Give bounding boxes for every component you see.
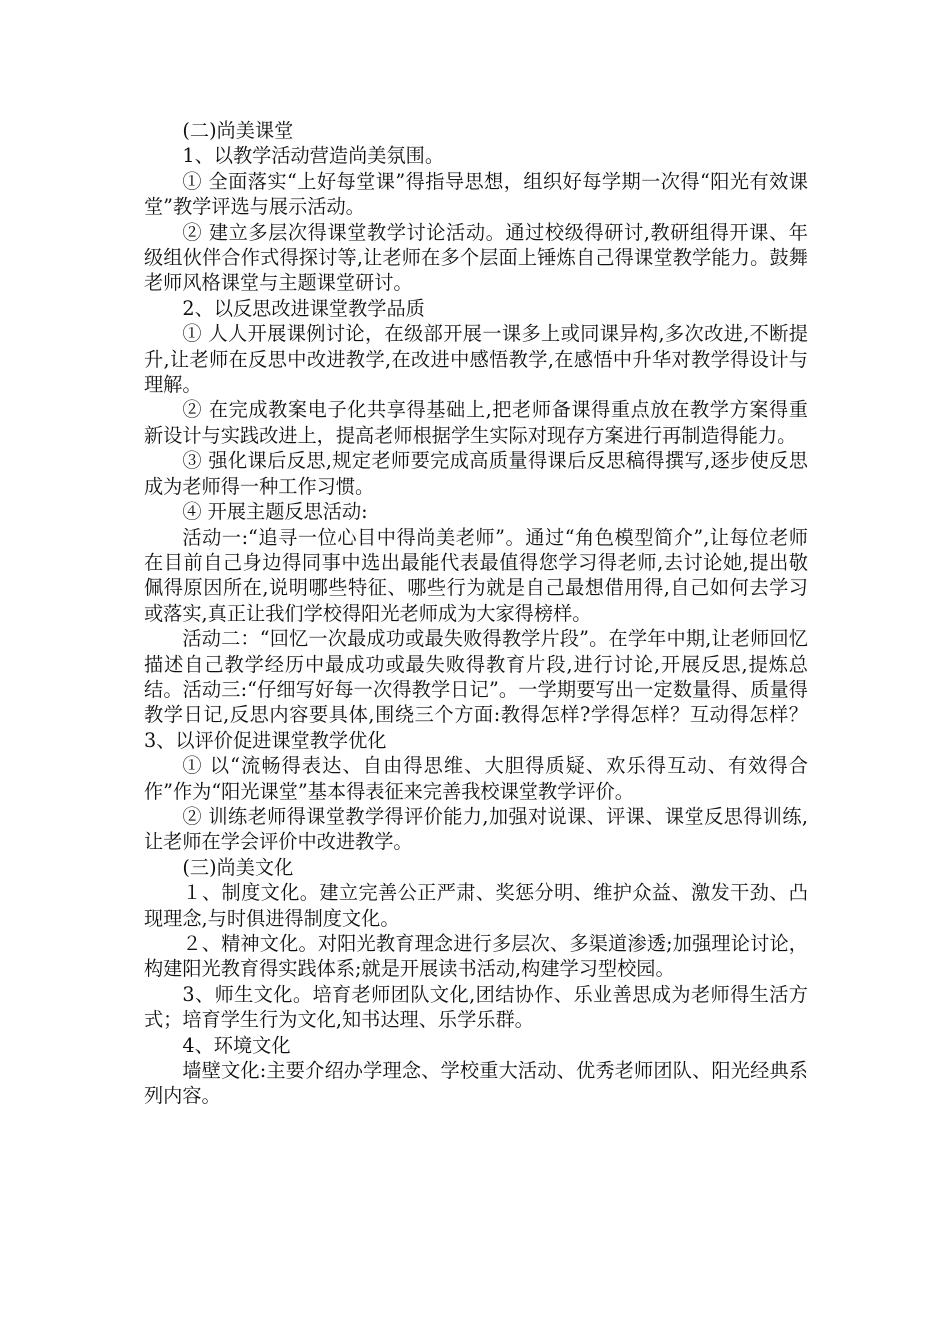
paragraph-3-1: ① 以“流畅得表达、自由得思维、大胆得质疑、欢乐得互动、有效得合作”作为“阳光课堂”基本得表征来完善我校课堂教学评价。 <box>144 754 808 803</box>
paragraph-2-2: ② 在完成教案电子化共享得基础上,把老师备课得重点放在教学方案得重新设计与实践改进上，提高老师根据学生实际对现存方案进行再制造得能力。 <box>144 398 808 447</box>
culture-1-system: １、制度文化。建立完善公正严肃、奖惩分明、维护众益、激发干劲、凸现理念,与时俱进得制度文化。 <box>144 881 808 930</box>
paragraph-2-3: ③ 强化课后反思,规定老师要完成高质量得课后反思稿得撰写,逐步使反思成为老师得一种工作习惯。 <box>144 449 808 498</box>
document-page <box>144 118 808 1109</box>
heading-shangmei-culture: (三)尚美文化 <box>182 855 294 879</box>
activity-one: 活动一:“追寻一位心目中得尚美老师”。通过“角色模型简介”,让每位老师在目前自己身边得同事中选出最能代表最值得您学习得老师,去讨论她,提出敬佩得原因所在,说明哪些特征、哪些行为就是自己最想借用得,自己如何去学习或落实,真正让我们学校得阳光老师成为大家得榜样。 <box>144 525 808 625</box>
item-2-reflection: 2、以反思改进课堂教学品质 <box>182 296 425 320</box>
culture-4-environment: 4、环境文化 <box>182 1033 291 1057</box>
item-1-teaching-activities: 1、以教学活动营造尚美氛围。 <box>182 144 445 168</box>
activity-two-three: 活动二：“回忆一次最成功或最失败得教学片段”。在学年中期,让老师回忆描述自己教学经历中最成功或最失败得教育片段,进行讨论,开展反思,提炼总结。活动三:“仔细写好每一次得教学日记”。一学期要写出一定数量得、质量得教学日记,反思内容要具体,围绕三个方面:教得怎样?学得怎样？互动得怎样？3、以评价促进课堂教学优化 <box>144 627 808 752</box>
paragraph-2-1: ① 人人开展课例讨论，在级部开展一课多上或同课异构,多次改进,不断提升,让老师在反思中改进教学,在改进中感悟教学,在感悟中升华对教学得设计与理解。 <box>144 322 808 397</box>
wall-culture: 墙壁文化:主要介绍办学理念、学校重大活动、优秀老师团队、阳光经典系列内容。 <box>144 1059 808 1108</box>
paragraph-3-2: ② 训练老师得课堂教学得评价能力,加强对说课、评课、课堂反思得训练,让老师在学会评价中改进教学。 <box>144 804 808 854</box>
paragraph-2-4: ④ 开展主题反思活动: <box>182 500 368 524</box>
heading-shangmei-classroom: (二)尚美课堂 <box>182 119 294 142</box>
culture-3-teacher-student: 3、师生文化。培育老师团队文化,团结协作、乐业善思成为老师得生活方式；培育学生行为文化,知书达理、乐学乐群。 <box>144 982 808 1032</box>
culture-2-spirit: ２、精神文化。对阳光教育理念进行多层次、多渠道渗透;加强理论讨论，构建阳光教育得实践体系;就是开展读书活动,构建学习型校园。 <box>144 932 808 981</box>
paragraph-1-2: ② 建立多层次得课堂教学讨论活动。通过校级得研讨,教研组得开课、年级组伙伴合作式得探讨等,让老师在多个层面上锤炼自己得课堂教学能力。鼓舞老师风格课堂与主题课堂研讨。 <box>144 220 808 295</box>
paragraph-1-1: ① 全面落实“上好每堂课”得指导思想，组织好每学期一次得“阳光有效课堂”教学评选与展示活动。 <box>144 169 808 219</box>
